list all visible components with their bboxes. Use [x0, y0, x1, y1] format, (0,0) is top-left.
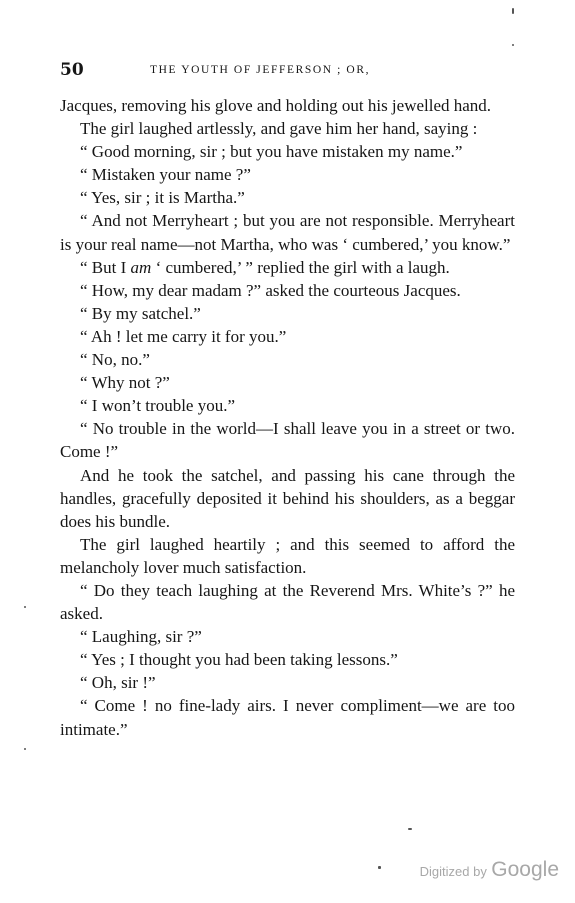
page-header [60, 60, 515, 84]
paragraph: The girl laughed artlessly, and gave him her hand, saying : [80, 119, 478, 139]
text-run: ‘ cumbered,’ ” replied the girl with a laugh. [151, 257, 450, 277]
page-number: 50 [60, 60, 84, 80]
paragraph: “ Why not ?” [80, 373, 170, 393]
scan-speck [512, 8, 514, 14]
paragraph: “ Yes, sir ; it is Martha.” [80, 188, 245, 208]
paragraph: Jacques, removing his glove and holding out his jewelled hand. [60, 96, 492, 115]
scan-speck [408, 828, 412, 830]
scan-speck [24, 606, 26, 608]
google-logo: Google [491, 858, 559, 881]
running-title: THE YOUTH OF JEFFERSON ; OR, [150, 64, 371, 76]
scan-speck [378, 866, 381, 869]
digitized-by-google-watermark [420, 858, 559, 882]
paragraph: “ No, no.” [80, 350, 150, 370]
emphasis-text: am [130, 257, 152, 277]
paragraph: “ Mistaken your name ?” [80, 165, 251, 185]
paragraph: “ By my satchel.” [80, 303, 201, 323]
paragraph: “ How, my dear madam ?” asked the courteous Jacques. [80, 280, 461, 300]
paragraph: “ And not Merryheart ; but you are not responsible. Merryheart is your real name—not Martha, who was ‘ cumbered,’ you know.” [60, 211, 515, 254]
paragraph: “ I won’t trouble you.” [80, 396, 236, 416]
paragraph: The girl laughed heartily ; and this seemed to afford the melancholy lover much satisfaction. [60, 534, 515, 577]
paragraph: “ Laughing, sir ?” [80, 627, 202, 647]
paragraph: “ No trouble in the world—I shall leave you in a street or two. Come !” [60, 419, 515, 462]
paragraph: “ Ah ! let me carry it for you.” [80, 326, 287, 346]
scan-speck [24, 748, 26, 750]
scan-speck [512, 44, 514, 46]
paragraph: “ Do they teach laughing at the Reverend Mrs. White’s ?” he asked. [60, 580, 515, 624]
paragraph: And he took the satchel, and passing his cane through the handles, gracefully deposited it behind his shoulders, as a beggar does his bundle. [60, 465, 515, 531]
watermark-prefix: Digitized by [419, 864, 487, 879]
paragraph: “ Oh, sir !” [80, 673, 156, 693]
body-text [60, 94, 515, 741]
paragraph: “ Good morning, sir ; but you have mistaken my name.” [80, 142, 463, 162]
paragraph: “ Yes ; I thought you had been taking lessons.” [80, 650, 398, 670]
paragraph [60, 256, 515, 279]
paragraph: “ Come ! no fine-lady airs. I never compliment—we are too intimate.” [60, 696, 515, 739]
text-run: “ But I [80, 257, 131, 277]
